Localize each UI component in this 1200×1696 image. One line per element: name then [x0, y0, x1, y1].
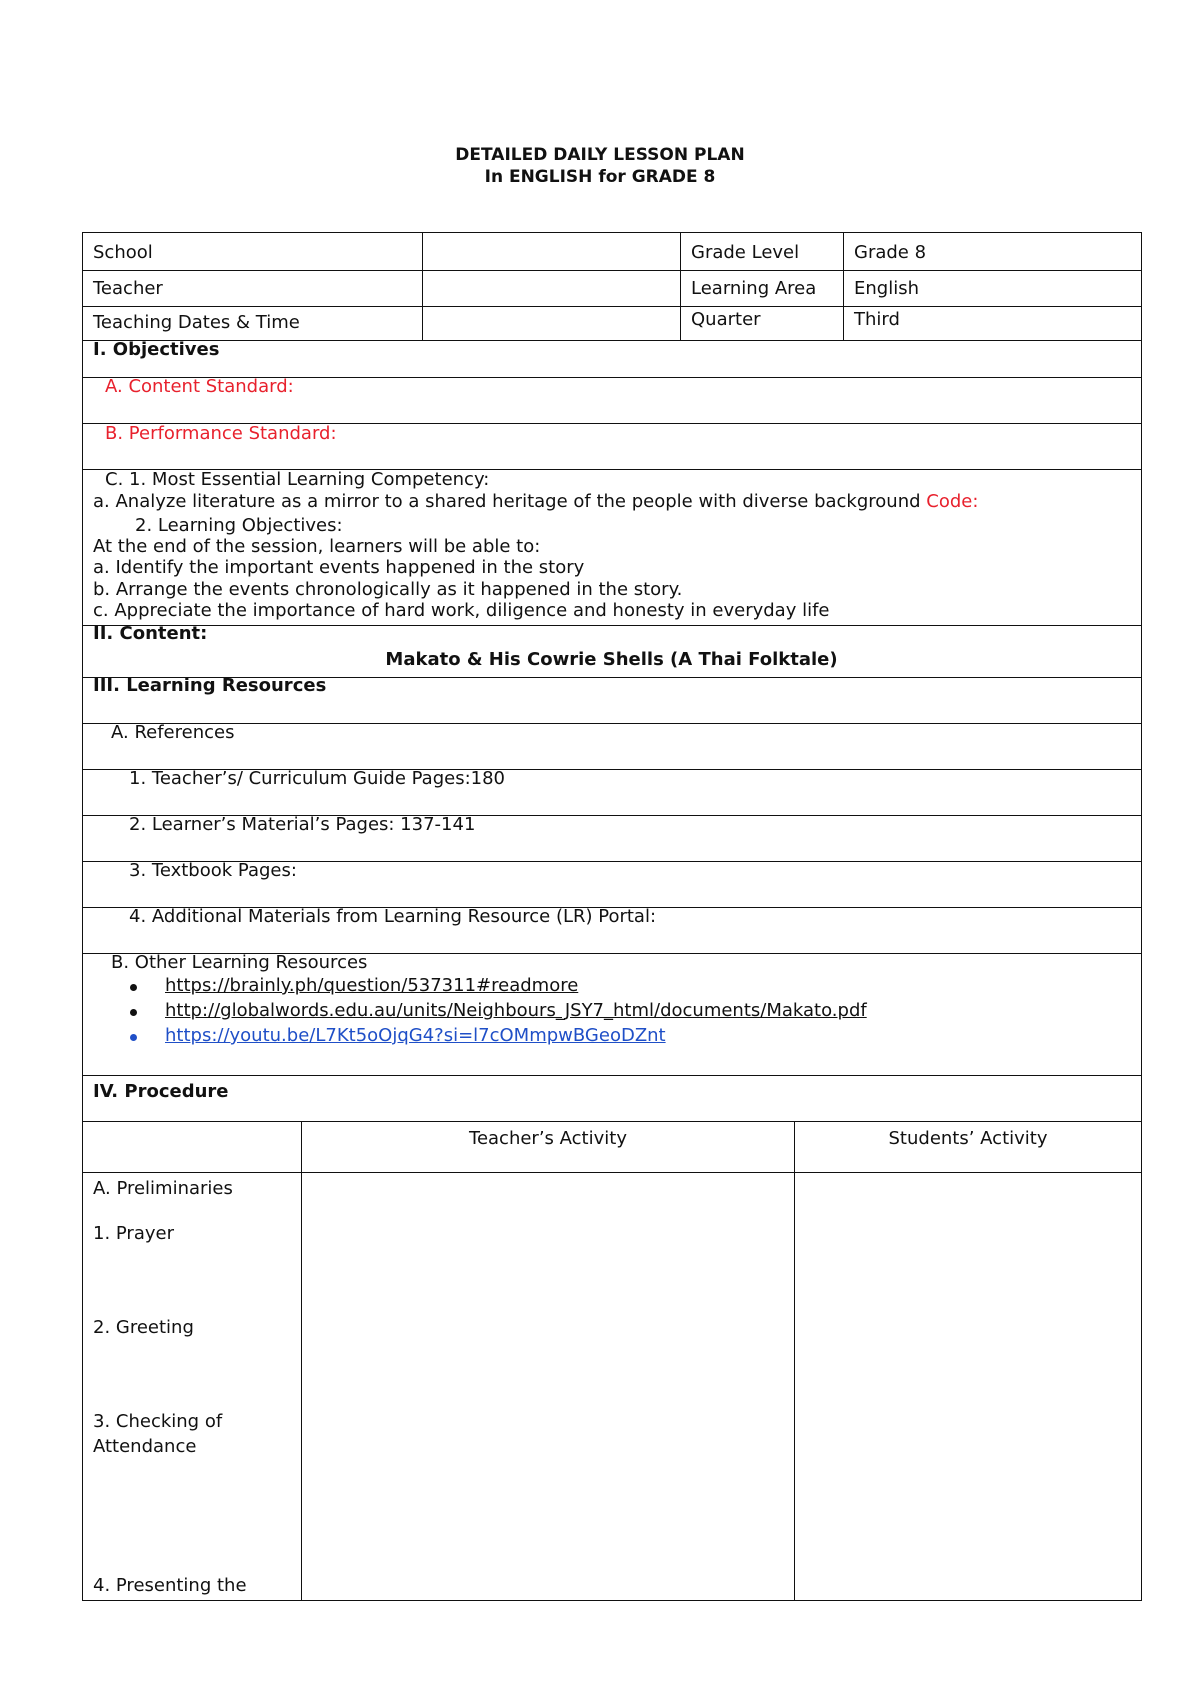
content-heading: II. Content:: [93, 623, 208, 644]
grade-level-value: Grade 8: [854, 242, 927, 263]
teaching-dates-label: Teaching Dates & Time: [93, 312, 300, 333]
references-label: A. References: [111, 722, 235, 743]
procedure-heading: IV. Procedure: [93, 1081, 229, 1102]
reference-learners-material: 2. Learner’s Material’s Pages: 137-141: [129, 814, 476, 835]
prayer-label: 1. Prayer: [93, 1223, 174, 1244]
learning-objectives-heading: 2. Learning Objectives:: [135, 515, 343, 536]
performance-standard-label: B. Performance Standard:: [105, 423, 337, 444]
other-resources-label: B. Other Learning Resources: [111, 952, 368, 973]
header-info-table: [82, 232, 1142, 341]
melc-code-label: Code:: [926, 491, 979, 512]
bullet-icon: [130, 1009, 137, 1016]
resource-link-brainly[interactable]: https://brainly.ph/question/537311#readmore: [165, 975, 579, 996]
objective-c: c. Appreciate the importance of hard work, diligence and honesty in everyday life: [93, 600, 830, 621]
lesson-topic: Makato & His Cowrie Shells (A Thai Folktale): [385, 649, 838, 670]
greeting-label: 2. Greeting: [93, 1317, 194, 1338]
school-label: School: [93, 242, 153, 263]
quarter-label: Quarter: [691, 309, 761, 330]
attendance-label-line1: 3. Checking of: [93, 1411, 223, 1432]
document-subtitle: In ENGLISH for GRADE 8: [484, 167, 716, 187]
attendance-label-line2: Attendance: [93, 1436, 197, 1457]
objectives-heading: I. Objectives: [93, 339, 220, 360]
teacher-label: Teacher: [93, 278, 163, 299]
resource-link-youtube[interactable]: https://youtu.be/L7Kt5oOjqG4?si=l7cOMmpwBGeoDZnt: [165, 1025, 666, 1046]
learning-objectives-intro: At the end of the session, learners will be able to:: [93, 536, 541, 557]
objective-a: a. Identify the important events happened in the story: [93, 557, 585, 578]
quarter-value: Third: [854, 309, 900, 330]
reference-lr-portal: 4. Additional Materials from Learning Resource (LR) Portal:: [129, 906, 657, 927]
students-activity-header: Students’ Activity: [888, 1128, 1048, 1149]
bullet-icon: [130, 984, 137, 991]
preliminaries-label: A. Preliminaries: [93, 1178, 233, 1199]
bullet-icon: [130, 1034, 137, 1041]
presenting-label: 4. Presenting the: [93, 1575, 247, 1596]
resource-link-globalwords[interactable]: http://globalwords.edu.au/units/Neighbours_JSY7_html/documents/Makato.pdf: [165, 1000, 867, 1021]
teacher-activity-header: Teacher’s Activity: [469, 1128, 627, 1149]
grade-level-label: Grade Level: [691, 242, 800, 263]
resources-heading: III. Learning Resources: [93, 675, 327, 696]
reference-teachers-guide: 1. Teacher’s/ Curriculum Guide Pages:180: [129, 768, 505, 789]
melc-heading: C. 1. Most Essential Learning Competency:: [105, 469, 490, 490]
learning-area-value: English: [854, 278, 919, 299]
objective-b: b. Arrange the events chronologically as it happened in the story.: [93, 579, 683, 600]
learning-area-label: Learning Area: [691, 278, 817, 299]
reference-textbook: 3. Textbook Pages:: [129, 860, 297, 881]
melc-item-a: a. Analyze literature as a mirror to a shared heritage of the people with diverse background Code:: [93, 491, 979, 512]
lesson-main-table: [82, 339, 1142, 1601]
document-title: DETAILED DAILY LESSON PLAN: [455, 145, 745, 165]
content-standard-label: A. Content Standard:: [105, 376, 294, 397]
